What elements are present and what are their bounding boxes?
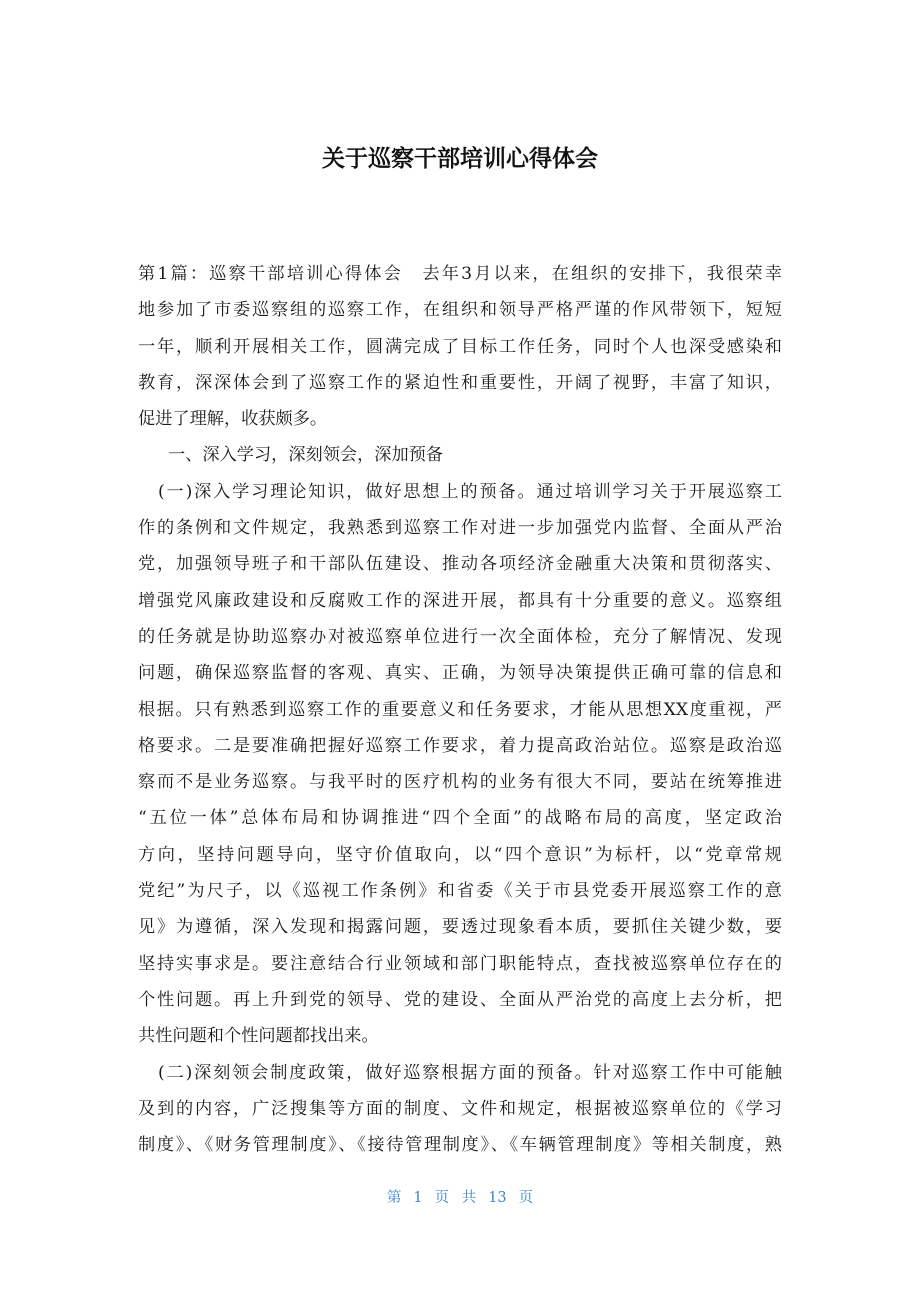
text-line: 方向，坚持问题导向，坚守价值取向，以“四个意识”为标杆，以“党章常规 — [138, 844, 782, 865]
text-line: 共性问题和个性问题都找出来。 — [138, 1026, 379, 1047]
text-line: 促进了理解，收获颇多。 — [138, 409, 328, 430]
footer-middle: 页 共 — [434, 1190, 477, 1206]
text-line: 地参加了市委巡察组的巡察工作，在组织和领导严格严谨的作风带领下，短短 — [138, 300, 782, 321]
section-heading: 一、深入学习，深刻领会，深加预备 — [168, 445, 444, 466]
document-body — [138, 256, 782, 1163]
text-line: 党，加强领导班子和干部队伍建设、推动各项经济金融重大决策和贯彻落实、 — [138, 554, 782, 575]
text-line: 根据。只有熟悉到巡察工作的重要意义和任务要求，才能从思想XX度重视，严 — [138, 699, 782, 720]
text-line: 个性问题。再上升到党的领导、党的建设、全面从严治党的高度上去分析，把 — [138, 989, 782, 1010]
footer-prefix: 第 — [386, 1190, 402, 1206]
document-title: 关于巡察干部培训心得体会 — [322, 146, 598, 172]
text-line: “五位一体”总体布局和协调推进“四个全面”的战略布局的高度，坚定政治 — [138, 808, 782, 829]
text-line: (二)深刻领会制度政策，做好巡察根据方面的预备。针对巡察工作中可能触 — [158, 1062, 782, 1083]
footer-current-page: 1 — [413, 1190, 423, 1206]
footer-suffix: 页 — [518, 1190, 534, 1206]
text-line: (一)深入学习理论知识，做好思想上的预备。通过培训学习关于开展巡察工 — [158, 481, 782, 502]
text-line: 察而不是业务巡察。与我平时的医疗机构的业务有很大不同，要站在统筹推进 — [138, 772, 782, 793]
text-line: 党纪”为尺子，以《巡视工作条例》和省委《关于市县党委开展巡察工作的意 — [138, 881, 782, 902]
text-line: 作的条例和文件规定，我熟悉到巡察工作对进一步加强党内监督、全面从严治 — [138, 518, 782, 539]
page-footer — [0, 1186, 920, 1207]
text-line: 教育，深深体会到了巡察工作的紧迫性和重要性，开阔了视野，丰富了知识， — [138, 372, 782, 393]
text-line: 第1篇：巡察干部培训心得体会 去年3月以来，在组织的安排下，我很荣幸 — [138, 264, 782, 284]
text-line: 一年，顺利开展相关工作，圆满完成了目标工作任务，同时个人也深受感染和 — [138, 336, 782, 357]
text-line: 坚持实事求是。要注意结合行业领域和部门职能特点，查找被巡察单位存在的 — [138, 953, 782, 974]
text-line: 增强党风廉政建设和反腐败工作的深进开展，都具有十分重要的意义。巡察组 — [138, 590, 782, 611]
text-line: 格要求。二是要准确把握好巡察工作要求，着力提高政治站位。巡察是政治巡 — [138, 735, 782, 756]
text-line: 见》为遵循，深入发现和揭露问题，要透过现象看本质，要抓住关键少数，要 — [138, 917, 782, 938]
text-line: 及到的内容，广泛搜集等方面的制度、文件和规定，根据被巡察单位的《学习 — [138, 1098, 782, 1119]
text-line: 问题，确保巡察监督的客观、真实、正确，为领导决策提供正确可靠的信息和 — [138, 663, 782, 684]
text-line: 的任务就是协助巡察办对被巡察单位进行一次全面体检，充分了解情况、发现 — [138, 626, 782, 647]
footer-total-pages: 13 — [488, 1190, 507, 1206]
text-line: 制度》、《财务管理制度》、《接待管理制度》、《车辆管理制度》等相关制度，熟 — [138, 1135, 782, 1156]
